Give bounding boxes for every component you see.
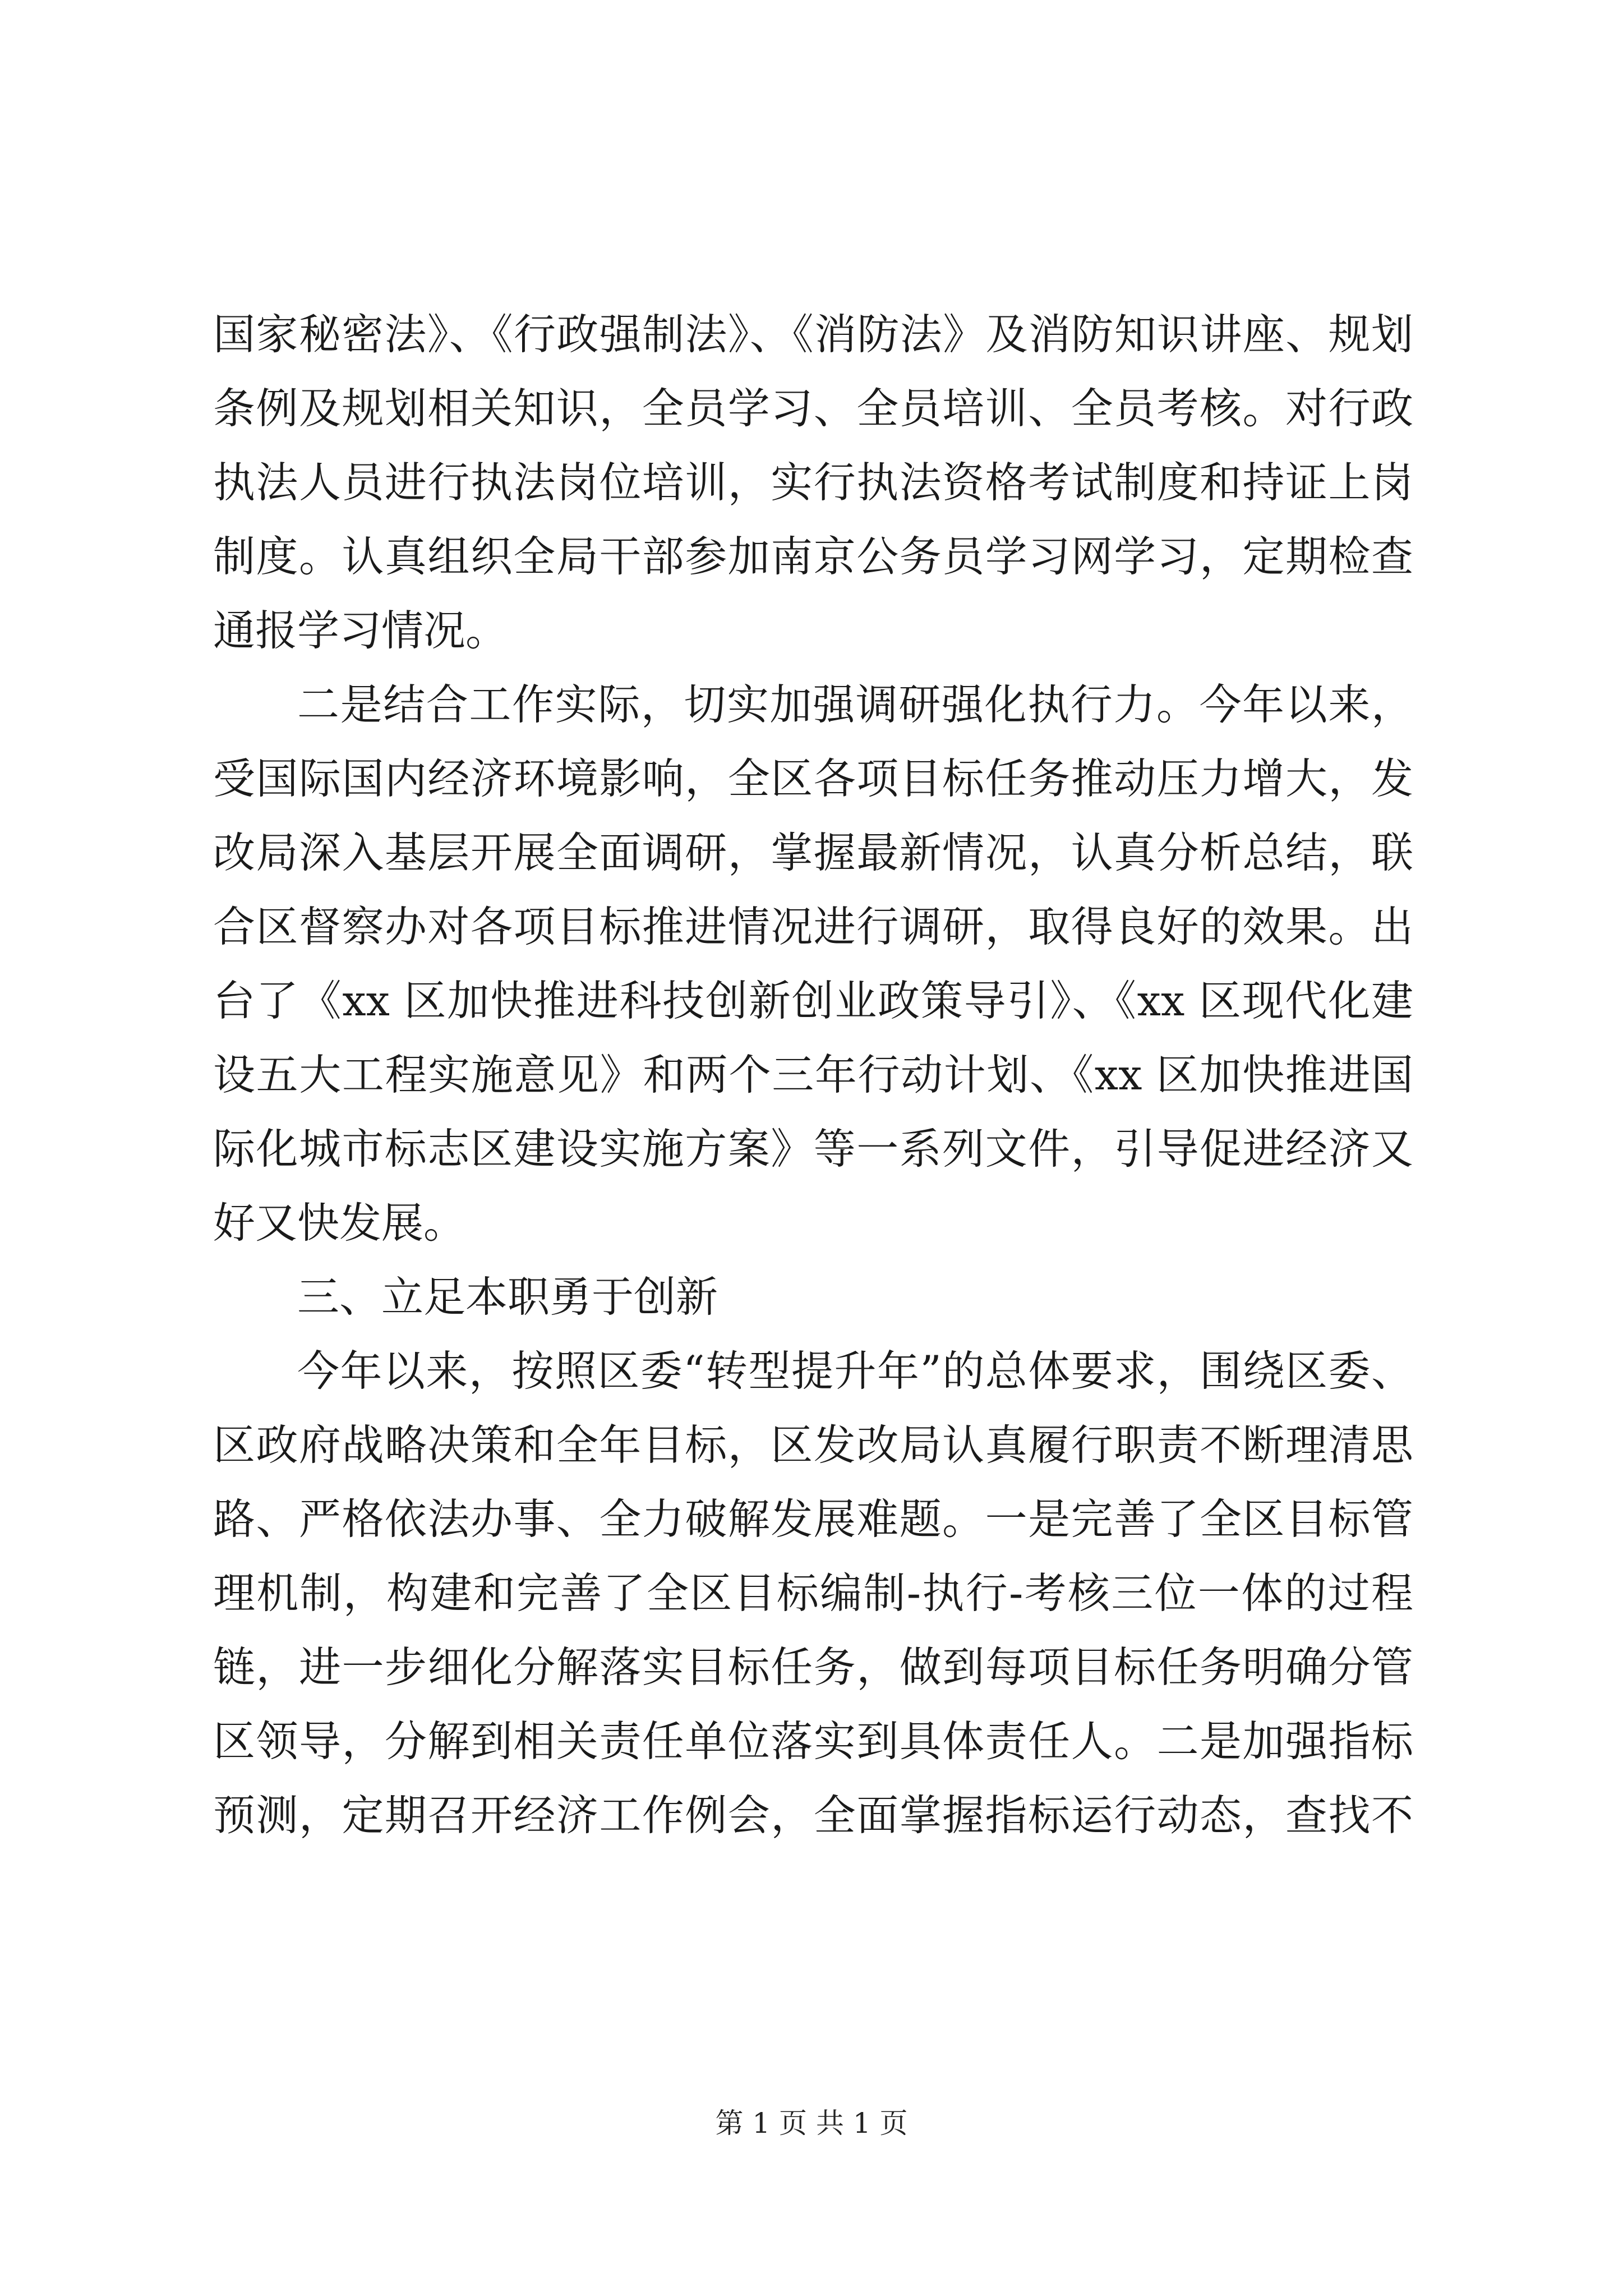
text-line: 好又快发展。 bbox=[213, 1198, 466, 1248]
text-line: 设五大工程实施意见》和两个三年行动计划、《xx 区加快推进国 bbox=[213, 1050, 1413, 1099]
text-line: 今年以来，按照区委“转型提升年”的总体要求，围绕区委、 bbox=[297, 1346, 1413, 1396]
text-line: 条例及规划相关知识，全员学习、全员培训、全员考核。对行政 bbox=[213, 384, 1413, 433]
text-line: 预测，定期召开经济工作例会，全面掌握指标运行动态，查找不 bbox=[213, 1791, 1413, 1840]
paragraph bbox=[213, 1334, 1413, 1852]
document-body bbox=[213, 297, 1413, 1852]
text-line: 区领导，分解到相关责任单位落实到具体责任人。二是加强指标 bbox=[213, 1717, 1413, 1766]
text-line: 合区督察办对各项目标推进情况进行调研，取得良好的效果。出 bbox=[213, 902, 1413, 951]
text-line: 通报学习情况。 bbox=[213, 606, 508, 655]
text-line: 区政府战略决策和全年目标，区发改局认真履行职责不断理清思 bbox=[213, 1420, 1413, 1470]
section-heading bbox=[213, 1260, 1413, 1334]
text-line: 改局深入基层开展全面调研，掌握最新情况，认真分析总结，联 bbox=[213, 828, 1413, 877]
text-line: 际化城市标志区建设实施方案》等一系列文件，引导促进经济又 bbox=[213, 1124, 1413, 1174]
text-line: 制度。认真组织全局干部参加南京公务员学习网学习，定期检查 bbox=[213, 532, 1413, 581]
text-line: 二是结合工作实际，切实加强调研强化执行力。今年以来， bbox=[297, 680, 1413, 729]
page-number: 第 1 页 共 1 页 bbox=[715, 2107, 908, 2139]
paragraph bbox=[213, 668, 1413, 1260]
text-line: 理机制，构建和完善了全区目标编制-执行-考核三位一体的过程 bbox=[213, 1568, 1413, 1618]
paragraph bbox=[213, 297, 1413, 668]
text-line: 路、严格依法办事、全力破解发展难题。一是完善了全区目标管 bbox=[213, 1494, 1413, 1544]
page-footer bbox=[0, 2106, 1623, 2140]
text-line: 执法人员进行执法岗位培训，实行执法资格考试制度和持证上岗 bbox=[213, 458, 1413, 507]
text-line: 链，进一步细化分解落实目标任务，做到每项目标任务明确分管 bbox=[213, 1642, 1413, 1692]
text-line: 受国际国内经济环境影响，全区各项目标任务推动压力增大，发 bbox=[213, 754, 1413, 803]
text-line: 台了《xx 区加快推进科技创新创业政策导引》、《xx 区现代化建 bbox=[213, 976, 1413, 1025]
text-line: 三、立足本职勇于创新 bbox=[297, 1272, 718, 1322]
text-line: 国家秘密法》、《行政强制法》、《消防法》及消防知识讲座、规划 bbox=[213, 310, 1413, 359]
